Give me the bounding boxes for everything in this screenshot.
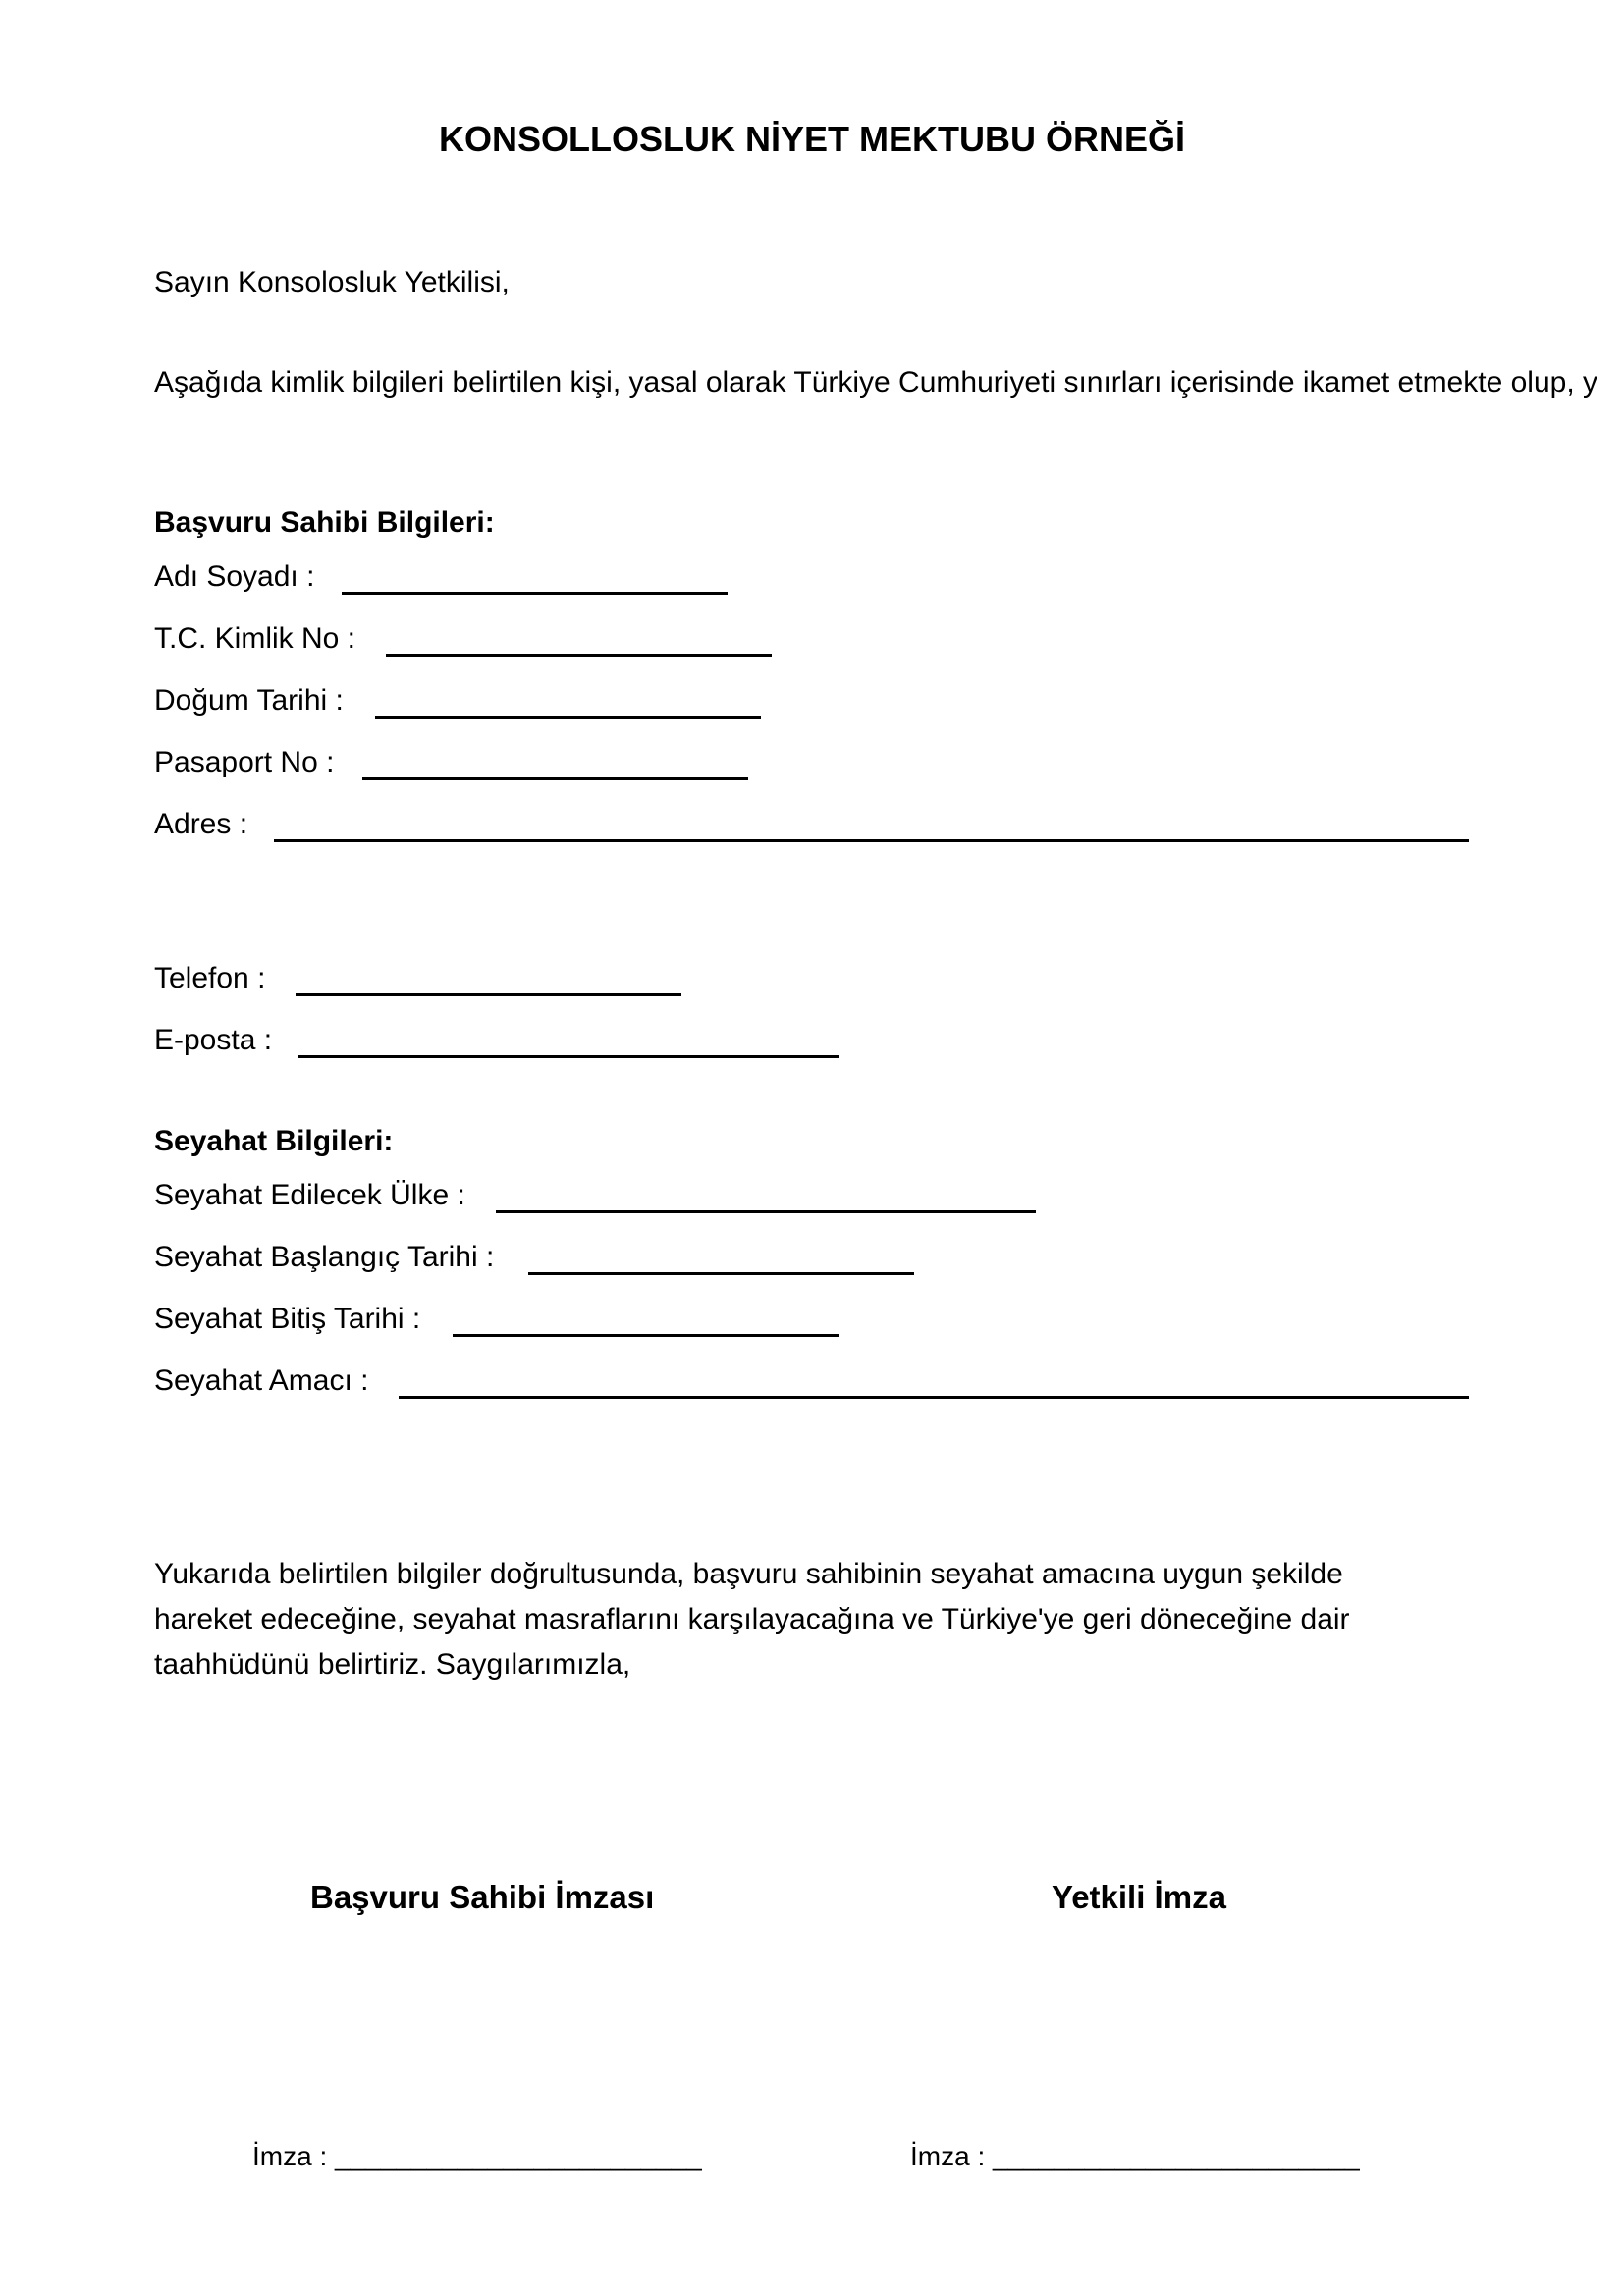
- intro-text: Aşağıda kimlik bilgileri belirtilen kişi, yasal olarak Türkiye Cumhuriyeti sınırları içerisinde ikamet etmekte olup, y: [154, 366, 1597, 399]
- email-label: E-posta :: [154, 1024, 273, 1056]
- name-field-line[interactable]: [342, 592, 728, 595]
- official-signature-field[interactable]: İmza : ________________________: [910, 2141, 1360, 2171]
- end-date-field-line[interactable]: [453, 1334, 839, 1337]
- passport-label: Pasaport No :: [154, 746, 335, 778]
- start-date-label: Seyahat Başlangıç Tarihi :: [154, 1241, 495, 1273]
- salutation: Sayın Konsolosluk Yetkilisi,: [154, 266, 510, 298]
- end-date-label: Seyahat Bitiş Tarihi :: [154, 1303, 421, 1335]
- passport-field-line[interactable]: [362, 777, 748, 780]
- phone-field-line[interactable]: [296, 993, 681, 996]
- document-title: KONSOLLOSLUK NİYET MEKTUBU ÖRNEĞİ: [438, 119, 1185, 159]
- closing-line: hareket edeceğine, seyahat masraflarını karşılayacağına ve Türkiye'ye geri döneceğine dair: [154, 1603, 1350, 1635]
- address-label: Adres :: [154, 808, 248, 840]
- country-label: Seyahat Edilecek Ülke :: [154, 1179, 465, 1211]
- applicant-signature-field[interactable]: İmza : ________________________: [252, 2141, 702, 2171]
- closing-paragraph: [154, 1552, 1470, 1687]
- tc-field-line[interactable]: [386, 654, 772, 657]
- closing-line: Yukarıda belirtilen bilgiler doğrultusunda, başvuru sahibinin seyahat amacına uygun şekilde: [154, 1558, 1343, 1590]
- email-field-line[interactable]: [298, 1055, 839, 1058]
- country-field-line[interactable]: [496, 1210, 1036, 1213]
- phone-label: Telefon :: [154, 962, 266, 994]
- travel-section-heading: Seyahat Bilgileri:: [154, 1125, 394, 1157]
- birth-date-label: Doğum Tarihi :: [154, 684, 344, 717]
- birth-date-field-line[interactable]: [375, 716, 761, 719]
- applicant-section-heading: Başvuru Sahibi Bilgileri:: [154, 507, 495, 539]
- applicant-signature-title: Başvuru Sahibi İmzası: [310, 1879, 655, 1915]
- start-date-field-line[interactable]: [528, 1272, 914, 1275]
- closing-line: taahhüdünü belirtiriz. Saygılarımızla,: [154, 1648, 631, 1681]
- tc-label: T.C. Kimlik No :: [154, 622, 356, 655]
- purpose-label: Seyahat Amacı :: [154, 1364, 369, 1397]
- purpose-field-line[interactable]: [399, 1396, 1469, 1399]
- address-field-line[interactable]: [274, 839, 1469, 842]
- name-label: Adı Soyadı :: [154, 561, 315, 593]
- official-signature-title: Yetkili İmza: [1052, 1879, 1226, 1915]
